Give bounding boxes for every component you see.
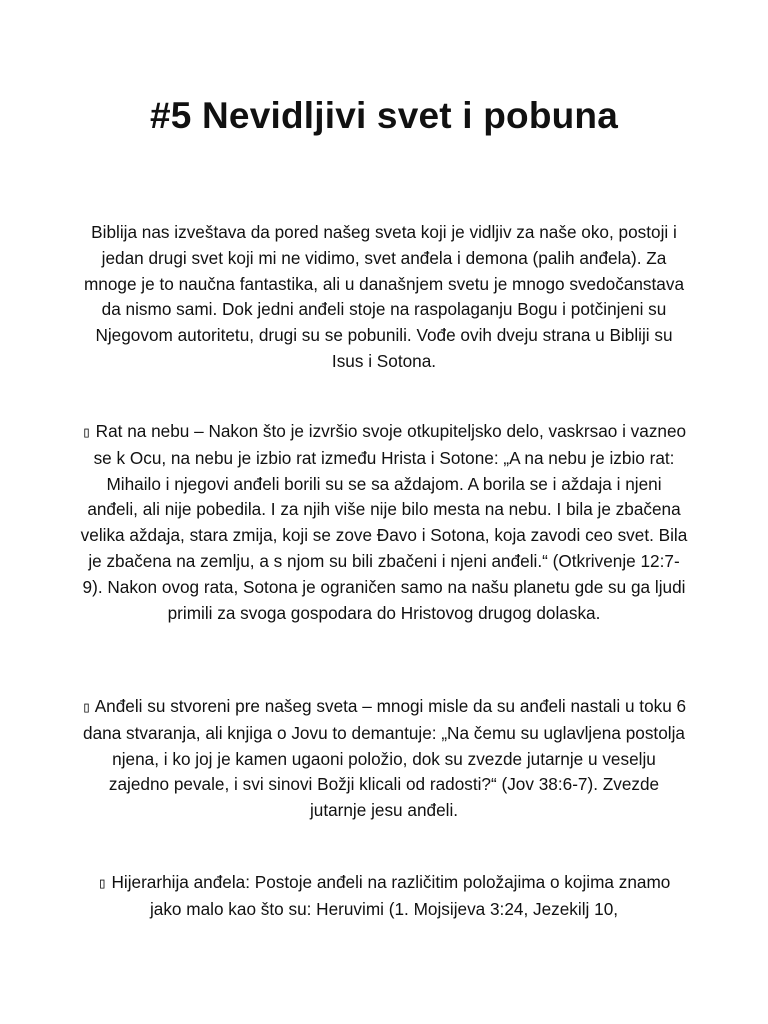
bullet-icon: ▯ [97, 874, 107, 892]
paragraph-text: Biblija nas izveštava da pored našeg sveta koji je vidljiv za naše oko, postoji i jedan drugi svet koji mi ne vidimo, svet anđela i demona (palih anđela). Za mnoge je to naučna fantastika, ali u današnjem svetu je mnogo svedočanstava da nismo sami. Dok jedni anđeli stoje na raspolaganju Bogu i potčinjeni su Njegovom autoritetu, drugi su se pobunili. Vođe ovih dveju strana u Bibliji su Isus i Sotona. [83, 222, 685, 371]
bullet-icon: ▯ [81, 698, 91, 716]
paragraph-angels-created [80, 694, 688, 824]
bullet-icon: ▯ [81, 423, 91, 441]
paragraph-angel-hierarchy [80, 870, 688, 923]
paragraph-intro [80, 220, 688, 375]
paragraph-war-in-heaven [80, 419, 688, 626]
paragraph-text: Rat na nebu – Nakon što je izvršio svoje otkupiteljsko delo, vaskrsao i vazneo se k Ocu, na nebu je izbio rat između Hrista i Sotone: „A na nebu je izbio rat: Mihailo i njegovi anđeli borili su se sa aždajom. A borila se i aždaja i njeni anđeli, ali nije pobedila. I za njih više nije bilo mesta na nebu. I bila je zbačena velika aždaja, stara zmija, koji se zove Đavo i Sotona, koja zavodi ceo svet. Bila je zbačena na zemlju, a s njom su bili zbačeni i njeni anđeli.“ (Otkrivenje 12:7-9). Nakon ovog rata, Sotona je ograničen samo na našu planetu gde su ga ljudi primili za svoga gospodara do Hristovog drugog dolaska. [80, 421, 688, 623]
paragraph-text: Hijerarhija anđela: Postoje anđeli na različitim položajima o kojima znamo jako malo kao što su: Heruvimi (1. Mojsijeva 3:24, Jezekilj 10, [106, 872, 671, 919]
page-title: #5 Nevidljivi svet i pobuna [149, 95, 619, 136]
paragraph-text: Anđeli su stvoreni pre našeg sveta – mnogi misle da su anđeli nastali u toku 6 dana stvaranja, ali knjiga o Jovu to demantuje: „Na čemu su uglavljena postolja njena, i ko joj je kamen ugaoni položio, dok su zvezde jutarnje u veselju zajedno pevale, i svi sinovi Božji klicali od radosti?“ (Jov 38:6-7). Zvezde jutarnje jesu anđeli. [83, 696, 687, 821]
